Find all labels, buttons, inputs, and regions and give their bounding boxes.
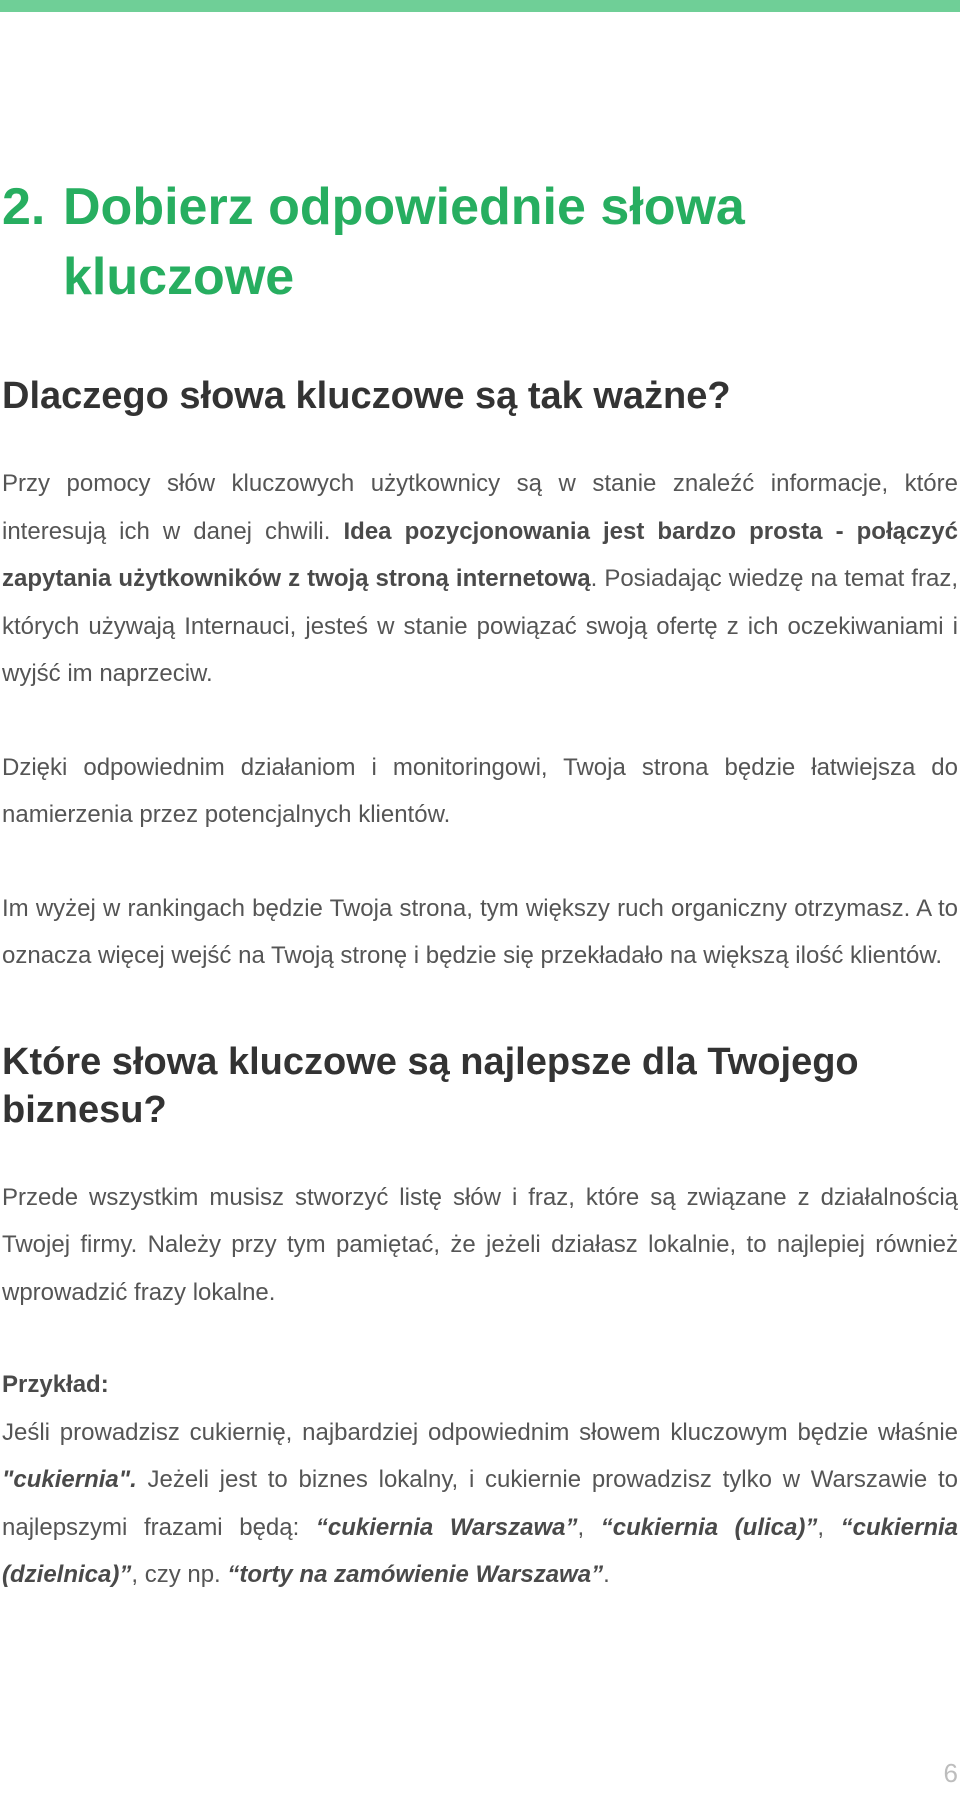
chapter-title-text: Dobierz odpowiednie słowa kluczowe <box>63 178 745 306</box>
top-accent-bar <box>0 0 960 12</box>
keyword-highlight: “cukiernia (dzielnica)” <box>2 1513 959 1588</box>
example-label: Przykład: <box>2 1371 109 1398</box>
paragraph-example <box>2 1409 958 1599</box>
keyword-highlight: "cukiernia". <box>2 1466 137 1493</box>
keyword-highlight: “torty na zamówienie Warszawa” <box>227 1561 604 1588</box>
paragraph-text: Jeśli prowadzisz cukiernię, najbardziej odpowiednim słowem kluczowym będzie właśnie <box>2 1418 958 1446</box>
paragraph-text: , <box>577 1513 601 1541</box>
page-content <box>2 172 958 1599</box>
paragraph-why-rankings: Im wyżej w rankingach będzie Twoja strona, tym większy ruch organiczny otrzymasz. A to oznacza więcej wejść na Twoją stronę i będzie się przekładało na większą ilość klientów. <box>2 894 958 969</box>
keyword-highlight: “cukiernia Warszawa” <box>315 1513 578 1541</box>
paragraph-why-intro <box>2 460 958 698</box>
paragraph-text: Przy pomocy słów kluczowych użytkownicy są w stanie znaleźć informacje, które interesują ich w danej chwili. <box>2 470 958 545</box>
page-number: 6 <box>943 1758 958 1788</box>
chapter-title <box>2 172 958 312</box>
section-heading-why: Dlaczego słowa kluczowe są tak ważne? <box>2 375 731 417</box>
section-heading-which: Które słowa kluczowe są najlepsze dla Twojego biznesu? <box>2 1040 859 1131</box>
paragraph-text: , czy np. <box>131 1561 228 1588</box>
paragraph-which-list: Przede wszystkim musisz stworzyć listę słów i fraz, które są związane z działalnością Twojej firmy. Należy przy tym pamiętać, że jeżeli działasz lokalnie, to najlepiej również wprowadzić frazy lokalne. <box>2 1183 958 1306</box>
paragraph-text: . <box>603 1561 610 1588</box>
paragraph-text: . Posiadając wiedzę na temat fraz, których używają Internauci, jesteś w stanie powiązać swoją ofertę z ich oczekiwaniami i wyjść im naprzeciw. <box>2 565 958 687</box>
paragraph-why-monitoring: Dzięki odpowiednim działaniom i monitoringowi, Twoja strona będzie łatwiejsza do namierzenia przez potencjalnych klientów. <box>2 753 958 828</box>
bold-highlight: Idea pozycjonowania jest bardzo prosta - połączyć zapytania użytkowników z twoją stroną internetową <box>2 517 958 592</box>
keyword-highlight: “cukiernia (ulica)” <box>600 1513 818 1541</box>
paragraph-text: Jeżeli jest to biznes lokalny, i cukiernie prowadzisz tylko w Warszawie to najlepszymi frazami będą: <box>2 1466 958 1541</box>
chapter-number: 2. <box>2 178 46 236</box>
paragraph-text: , <box>817 1513 841 1541</box>
